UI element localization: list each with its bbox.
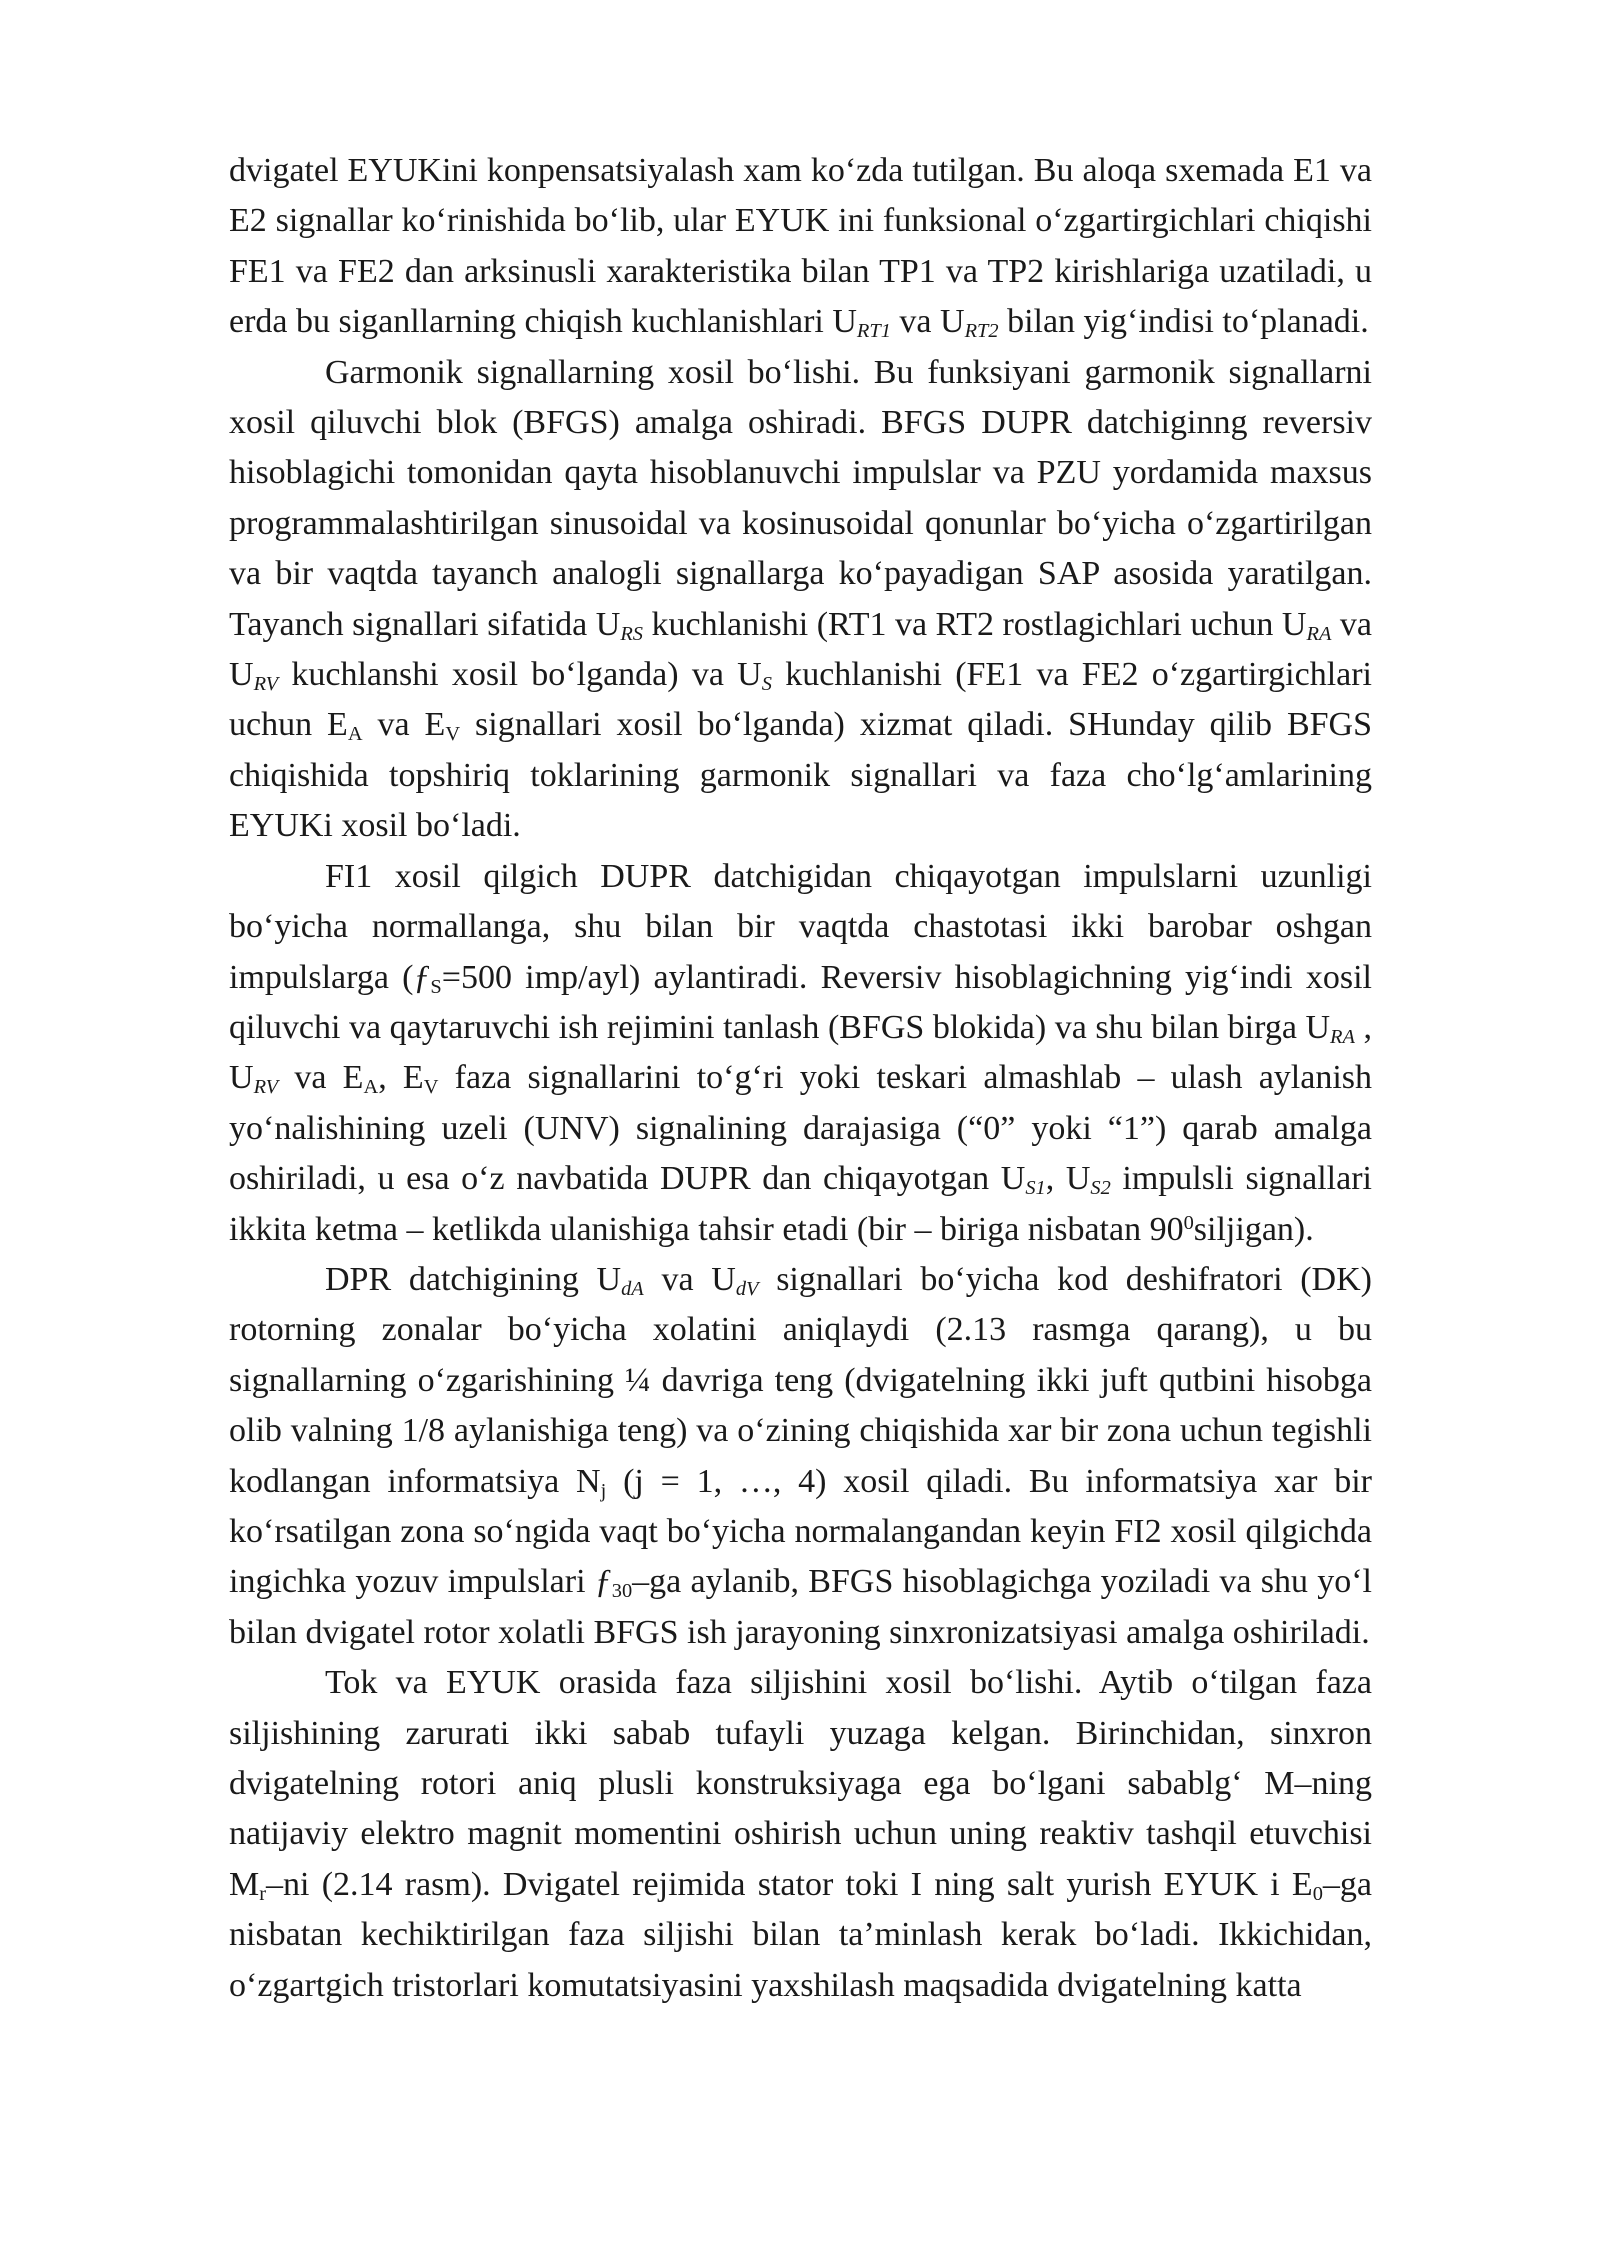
text-run: va U xyxy=(229,605,1372,694)
subscript: A xyxy=(347,723,363,746)
subscript: V xyxy=(423,1076,439,1099)
subscript: RV xyxy=(253,1076,279,1099)
text-run: signallari bo‘yicha kod deshifratori (DK) rotorning zonalar bo‘yicha xolatini aniqlaydi (2.13 rasmga qarang), u bu signallarning o‘zgarishining ¼ davriga teng (dvigatelning ikki juft qutbini hisobga olib valning 1/8 aylanishiga teng) va o‘zining chiqishida xar bir zona uchun tegishli kodlangan informatsiya N xyxy=(229,1260,1372,1500)
paragraph-1 xyxy=(229,146,1372,348)
text-run: =500 imp/ayl) aylantiradi. Reversiv hisoblagichning yig‘indi xosil qiluvchi va qaytaruvchi ish rejimini tanlash (BFGS blokida) va shu bilan birga U xyxy=(229,958,1372,1046)
subscript: S2 xyxy=(1090,1177,1111,1200)
text-run: faza signallarini to‘g‘ri yoki teskari almashlab – ulash aylanish yo‘nalishining uzeli (UNV) signalining darajasiga (“0” yoki “1”) qarab amalga oshiriladi, u esa o‘z navbatida DUPR dan chiqayotgan U xyxy=(229,1059,1372,1198)
text-run: FI1 xosil qilgich DUPR datchigidan chiqayotgan impulslarni uzunligi bo‘yicha normallanga, shu bilan bir vaqtda chastotasi ikki barobar oshgan impulslarga ( xyxy=(229,857,1372,996)
subscript: A xyxy=(363,1076,379,1099)
subscript: S1 xyxy=(1025,1177,1046,1200)
text-run: Tok va EYUK orasida faza siljishini xosil bo‘lishi. Aytib o‘tilgan faza siljishining zarurati ikki sabab tufayli yuzaga kelgan. Birinchidan, sinxron dvigatelning rotori aniq plusli konstruksiyaga ega bo‘lgani sabablg‘ M–ning natijaviy elektro magnit momentini oshirish uchun uning reaktiv tashqil etuvchisi M xyxy=(229,1664,1372,1903)
paragraph-3 xyxy=(229,852,1372,1255)
subscript: RV xyxy=(253,673,279,696)
subscript: RS xyxy=(620,622,643,645)
text-run: kuchlanishi (FE1 va FE2 o‘zgartirgichlari uchun E xyxy=(229,656,1372,744)
text-run: (j = 1, …, 4) xosil qiladi. Bu informatsiya xar bir ko‘rsatilgan zona so‘ngida vaqt bo‘yicha normalangandan keyin FI2 xosil qilgichda ingichka yozuv impulslari xyxy=(229,1462,1372,1601)
text-run: Garmonik signallarning xosil bo‘lishi. Bu funksiyani garmonik signallarni xosil qiluvchi blok (BFGS) amalga oshiradi. BFGS DUPR datchiginng reversiv hisoblagichi tomonidan qayta hisoblanuvchi impulslar va PZU yordamida maxsus programmalashtirilgan sinusoidal va kosinusoidal qonunlar bo‘yicha o‘zgartirilgan va bir vaqtda tayanch analogli signallarga ko‘payadigan SAP asosida yaratilgan. Tayanch signallari sifatida U xyxy=(229,353,1372,643)
text-run: siljigan). xyxy=(1193,1210,1314,1248)
subscript: RA xyxy=(1330,1026,1355,1048)
text-run: –ga nisbatan kechiktirilgan faza siljishi bilan ta’minlash kerak bo‘ladi. Ikkichidan, o‘zgartgich tristorlari komutatsiyasini yaxshilash maqsadida dvigatelning katta xyxy=(229,1865,1372,2004)
paragraph-2 xyxy=(229,348,1372,852)
text-run: –ga aylanib, BFGS hisoblagichga yoziladi va shu yo‘l bilan dvigatel rotor xolatli BFGS ish jarayoning sinxronizatsiyasi amalga oshiriladi. xyxy=(229,1563,1372,1651)
subscript: dA xyxy=(621,1278,644,1301)
text-run: impulsli signallari ikkita ketma – ketlikda ulanishiga tahsir etadi (bir – biriga nisbatan 90 xyxy=(229,1160,1372,1248)
subscript: V xyxy=(445,723,461,746)
subscript: 0 xyxy=(1312,1882,1323,1905)
document-page xyxy=(229,146,1372,2011)
text-run: va U xyxy=(643,1260,736,1298)
subscript: RA xyxy=(1306,622,1332,645)
paragraph-5 xyxy=(229,1658,1372,2011)
text-run: , E xyxy=(378,1059,424,1097)
text-run: kuchlanshi xosil bo‘lganda) va U xyxy=(278,656,762,694)
subscript: 30 xyxy=(611,1580,633,1603)
text-run: bilan yig‘indisi to‘planadi. xyxy=(998,303,1369,341)
superscript: 0 xyxy=(1183,1211,1194,1234)
text-run: , U xyxy=(229,1008,1373,1097)
subscript: RT2 xyxy=(964,320,999,343)
subscript: dV xyxy=(735,1278,759,1301)
text-run: , U xyxy=(1045,1160,1091,1198)
text-run: kuchlanishi (RT1 va RT2 rostlagichlari uchun U xyxy=(642,605,1307,643)
text-run: –ni (2.14 rasm). Dvigatel rejimida stator toki I ning salt yurish EYUK i E xyxy=(266,1865,1313,1903)
paragraph-4 xyxy=(229,1255,1372,1658)
text-run: va E xyxy=(362,706,446,744)
text-run: va U xyxy=(890,303,965,341)
text-run: dvigatel EYUKini konpensatsiyalash xam ko‘zda tutilgan. Bu aloqa sxemada E1 va E2 signallar ko‘rinishida bo‘lib, ular EYUK ini funksional o‘zgartirgichlari chiqishi FE1 va FE2 dan arksinusli xarakteristika bilan TP1 va TP2 kirishlariga uzatiladi, u erda bu siganllarning chiqish kuchlanishlari U xyxy=(229,152,1372,341)
subscript: RT1 xyxy=(856,320,891,343)
frequency-symbol: ƒ xyxy=(594,1563,612,1601)
subscript: S xyxy=(761,673,772,696)
text-run: DPR datchigining U xyxy=(325,1260,622,1298)
subscript: j xyxy=(600,1479,607,1502)
text-run: signallari xosil bo‘lganda) xizmat qiladi. SHunday qilib BFGS chiqishida topshiriq toklarining garmonik signallari va faza cho‘lg‘amlarining EYUKi xosil bo‘ladi. xyxy=(229,706,1373,845)
subscript: S xyxy=(430,975,442,998)
text-run: va E xyxy=(278,1059,364,1097)
frequency-symbol: ƒ xyxy=(413,958,431,996)
subscript: r xyxy=(259,1882,267,1905)
